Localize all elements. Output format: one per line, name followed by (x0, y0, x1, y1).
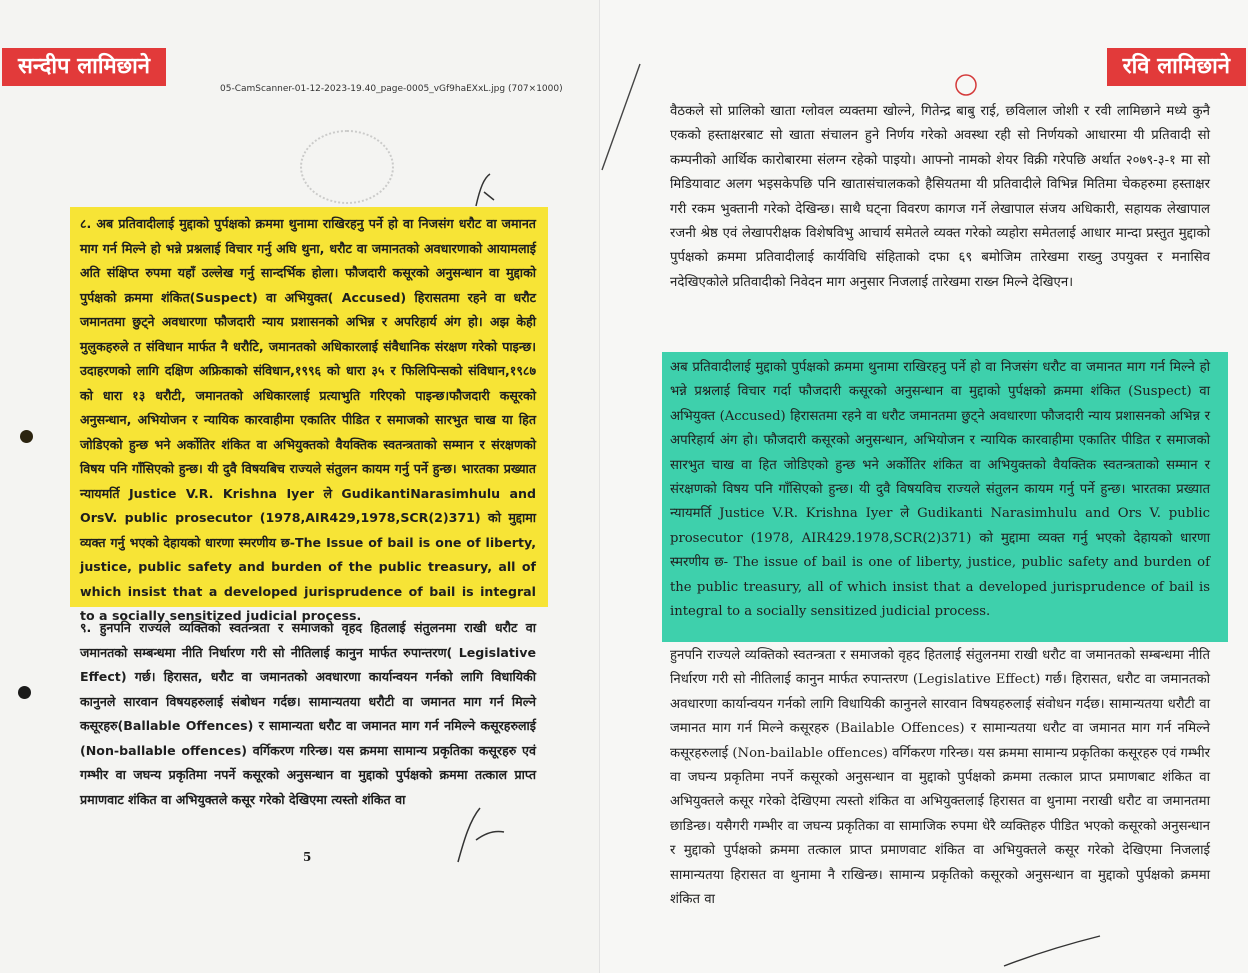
official-stamp (300, 130, 394, 204)
page-fold-line (600, 60, 650, 180)
signature-mark (450, 800, 510, 870)
hole-punch-dot (20, 430, 33, 443)
label-left-name: सन्दीप लामिछाने (2, 48, 166, 86)
signature-mark (470, 170, 500, 210)
left-document-page (0, 0, 600, 973)
page-number: 5 (303, 850, 312, 864)
scan-filename: 05-CamScanner-01-12-2023-19.40_page-0005_vGf9haEXxL.jpg (707×1000) (220, 84, 563, 94)
right-paragraph-3: हुनपनि राज्यले व्यक्तिको स्वतन्त्रता र समाजको वृहद हितलाई संतुलनमा राखी धरौट वा जमानतको सम्बन्धमा नीति निर्धारण गरी सो नीतिलाई कानुन मार्फत रुपान्तरण (Legislative Effect) गर्छ। हिरासत, धरौट वा जमानतको अवधारणा कार्यान्वयन गर्नको लागि विधायिकी कानुनले सारवान विषयहरुलाई संवोधन गर्दछ। सामान्यतया धरौटी वा जमानत माग गर्न मिल्ने कसूरहरु (Bailable Offences) र सामान्यतया धरौट वा जमानत माग गर्न नमिल्ने कसूरहरुलाई (Non-bailable offences) वर्गिकरण गरिन्छ। यस क्रममा सामान्य प्रकृतिका कसूरहरु एवं गम्भीर वा जघन्य प्रकृतिमा नपर्ने कसूरको अनुसन्धान वा मुद्दाको पुर्पक्षको क्रममा तत्काल प्राप्त प्रमाणबाट शंकित वा अभियुक्तले कसूर गरेको देखिएमा त्यस्तो शंकित वा अभियुक्तलाई हिरासत वा थुनामा नराखी धरौट वा जमानतमा छाडिन्छ। यसैगरी गम्भीर वा जघन्य प्रकृतिका वा सामाजिक रुपमा धेरै व्यक्तिहरु पीडित भएको कसूरको अनुसन्धान र मुद्दाको पुर्पक्षको क्रममा तत्काल प्राप्त प्रमाणवाट शंकित वा अभियुक्तले कसूर गरेको देखिएमा निजलाई सामान्यतया हिरासत वा थुनामा नै राखिन्छ। सामान्य प्रकृतिको कसूरको अनुसन्धान वा मुद्दाको पुर्पक्षको क्रममा शंकित वा (670, 648, 1210, 908)
red-signature-mark (950, 70, 986, 100)
left-highlighted-paragraph: ८. अब प्रतिवादीलाई मुद्दाको पुर्पक्षको क्रममा थुनामा राखिरहनु पर्ने हो वा निजसंग धरौट वा जमानत माग गर्न मिल्ने हो भन्ने प्रश्नलाई विचार गर्नु अघि थुना, धरौट वा जमानतको अवधारणाको आयामलाई अति संक्षिप्त रुपमा यहाँ उल्लेख गर्नु सान्दर्भिक होला। फौजदारी कसूरको अनुसन्धान वा मुद्दाको पुर्पक्षको क्रममा शंकित(Suspect) वा अभियुक्त( Accused) हिरासतमा रहने वा धरौट जमानतमा छुट्ने अवधारणा फौजदारी न्याय प्रशासनको अभिन्न र अपरिहार्य अंग हो। अझ केही मुलुकहरुले त संविधान मार्फत नै धरौटि, जमानतको अधिकारलाई संवैधानिक संरक्षण गरेको पाइन्छ।उदाहरणको लागि दक्षिण अफ्रिकाको संविधान,१९९६ को धारा ३५ र फिलिपिन्सको संविधान,१९८७ को धारा १३ धरौटी, जमानतको अधिकारलाई प्रत्याभुति गरिएको पाइन्छ।फौजदारी कसूरको अनुसन्धान, अभियोजन र न्यायिक कारवाहीमा एकातिर पीडित र समाजको सारभुत चाख या हित जोडिएको हुन्छ भने अर्कोतिर शंकित वा अभियुक्तको वैयक्तिक स्वतन्त्रताको सम्मान र संरक्षणको विषय पनि गाँसिएको हुन्छ। यी दुवै विषयबिच राज्यले संतुलन कायम गर्नु पर्ने हुन्छ। भारतका प्रख्यात न्यायमर्ति Justice V.R. Krishna Iyer ले GudikantiNarasimhulu and OrsV. public prosecutor (1978,AIR429,1978,SCR(2)371) को मुद्दामा व्यक्त गर्नु भएको देहायको धारणा स्मरणीय छ-The Issue of bail is one of liberty, justice, public safety and burden of the public treasury, all of which insist that a developed jurisprudence of bail is integral to a socially sensitized judicial process. (80, 216, 536, 623)
left-paragraph-9: ९. हुनपनि राज्यले व्यक्तिको स्वतन्त्रता र समाजको वृहद हितलाई संतुलनमा राखी धरौट वा जमानतको सम्बन्धमा नीति निर्धारण गरी सो नीतिलाई कानुन मार्फत रुपान्तरण( Legislative Effect) गर्छ। हिरासत, धरौट वा जमानतको अवधारणा कार्यान्वयन गर्नको लागि विधायिकी कानुनले सारवान विषयहरुलाई संबोधन गर्दछ। सामान्यतया धरौटी वा जमानत माग गर्न मिल्ने कसूरहरु(Ballable Offences) र सामान्यता धरौट वा जमानत माग गर्न नमिल्ने कसूरहरुलाई (Non-ballable offences) वर्गिकरण गरिन्छ। यस क्रममा सामान्य प्रकृतिका कसूरहरु एवं गम्भीर वा जघन्य प्रकृतिमा नपर्ने कसूरको अनुसन्धान वा मुद्दाको पुर्पक्षको क्रममा तत्काल प्राप्त प्रमाणवाट शंकित वा अभियुक्तले कसूर गरेको देखिएमा त्यस्तो शंकित वा (80, 620, 536, 807)
signature-mark (1000, 930, 1110, 970)
right-highlighted-paragraph: अब प्रतिवादीलाई मुद्दाको पुर्पक्षको क्रममा थुनामा राखिरहनु पर्ने हो वा निजसंग धरौट वा जमानत माग गर्न मिल्ने हो भन्ने प्रश्नलाई विचार गर्दा फौजदारी कसूरको अनुसन्धान वा मुद्दाको पुर्पक्षको क्रममा शंकित (Suspect) वा अभियुक्त (Accused) हिरासतमा रहने वा धरौट जमानतमा छुट्ने अवधारणा फौजदारी न्याय प्रशासनको अभिन्न र अपरिहार्य अंग हो। फौजदारी कसूरको अनुसन्धान, अभियोजन र न्यायिक कारवाहीमा एकातिर पीडित र समाजको सारभुत चाख वा हित जोडिएको हुन्छ भने अर्कोतिर शंकित वा अभियुक्तको वैयक्तिक स्वतन्त्रताको सम्मान र संरक्षणको विषय पनि गाँसिएको हुन्छ। यी दुवै विषयविच राज्यले संतुलन कायम गर्नु पर्ने हुन्छ। भारतका प्रख्यात न्यायमर्ति Justice V.R. Krishna Iyer ले Gudikanti Narasimhulu and Ors V. public prosecutor (1978, AIR429.1978,SCR(2)371) को मुद्दामा व्यक्त गर्नु भएको देहायको धारणा स्मरणीय छ- The issue of bail is one of liberty, justice, public safety and burden of the public treasury, all of which insist that a developed jurisprudence of bail is integral to a socially sensitized judicial process. (670, 360, 1210, 620)
right-paragraph-1: वैठकले सो प्रालिको खाता ग्लोवल व्यक्तमा खोल्ने, गितेन्द्र बाबु राई, छविलाल जोशी र रवी लामिछाने मध्ये कुनै एकको हस्ताक्षरबाट सो खाता संचालन हुने निर्णय गरेको अवस्था रही सो निर्णयको आधारमा यी प्रतिवादी सो कम्पनीको आर्थिक कारोबारमा संलग्न रहेको पाइयो। आफ्नो नामको शेयर विक्री गरेपछि अर्थात २०७९-३-१ मा सो मिडियावाट अलग भइसकेपछि पनि खातासंचालकको हैसियतमा यी प्रतिवादीले विभिन्न मितिमा चेकहरुमा हस्ताक्षर गरी रकम भुक्तानी गरेको देखिन्छ। साथै घट्ना विवरण कागज गर्ने लेखापाल संजय अधिकारी, सहायक लेखापाल रजनी श्रेष्ठ एवं लेखापरीक्षक विशेषविभु आचार्य समेतले व्यक्त गरेको व्यहोरा समेतलाई आधार मान्दा प्रस्तुत मुद्दाको पुर्पक्षको क्रममा प्रतिवादीलाई कार्यविधि संहिताको दफा ६९ बमोजिम तारेखमा राख्नु उपयुक्त र मनासिव नदेखिएकोले प्रतिवादीको निवेदन माग अनुसार निजलाई तारेखमा राख्न मिल्ने देखिएन। (670, 104, 1210, 290)
label-right-name: रवि लामिछाने (1107, 48, 1246, 86)
hole-punch-dot (18, 686, 31, 699)
